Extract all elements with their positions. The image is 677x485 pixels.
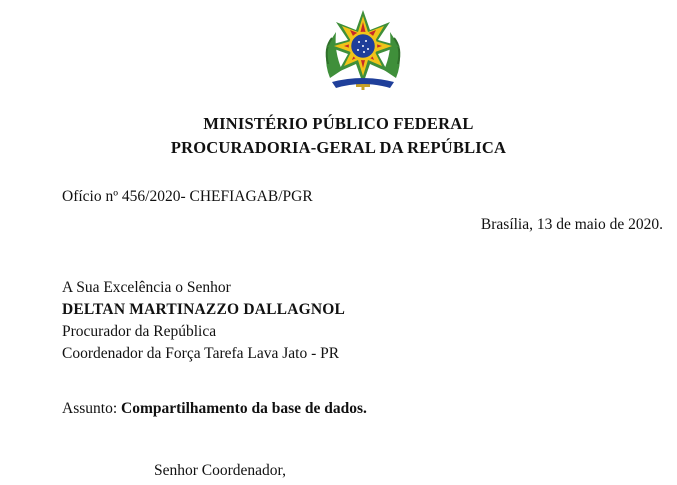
brazil-coat-of-arms-icon xyxy=(318,8,408,92)
subject-text: Compartilhamento da base de dados. xyxy=(121,400,367,417)
header-office: PROCURADORIA-GERAL DA REPÚBLICA xyxy=(170,138,507,157)
header-ministry: MINISTÉRIO PÚBLICO FEDERAL xyxy=(203,114,474,133)
recipient-block xyxy=(62,277,345,365)
subject-label: Assunto: xyxy=(62,400,118,417)
document-header xyxy=(0,112,677,160)
recipient-position: Coordenador da Força Tarefa Lava Jato - PR xyxy=(62,345,340,362)
recipient-name: DELTAN MARTINAZZO DALLAGNOL xyxy=(62,301,346,318)
subject-line xyxy=(62,400,367,418)
salutation: Senhor Coordenador, xyxy=(154,462,286,479)
document-reference: Ofício nº 456/2020- CHEFIAGAB/PGR xyxy=(62,188,313,205)
document-date: Brasília, 13 de maio de 2020. xyxy=(480,216,663,233)
recipient-greeting: A Sua Excelência o Senhor xyxy=(62,279,231,296)
recipient-role: Procurador da República xyxy=(62,323,217,340)
